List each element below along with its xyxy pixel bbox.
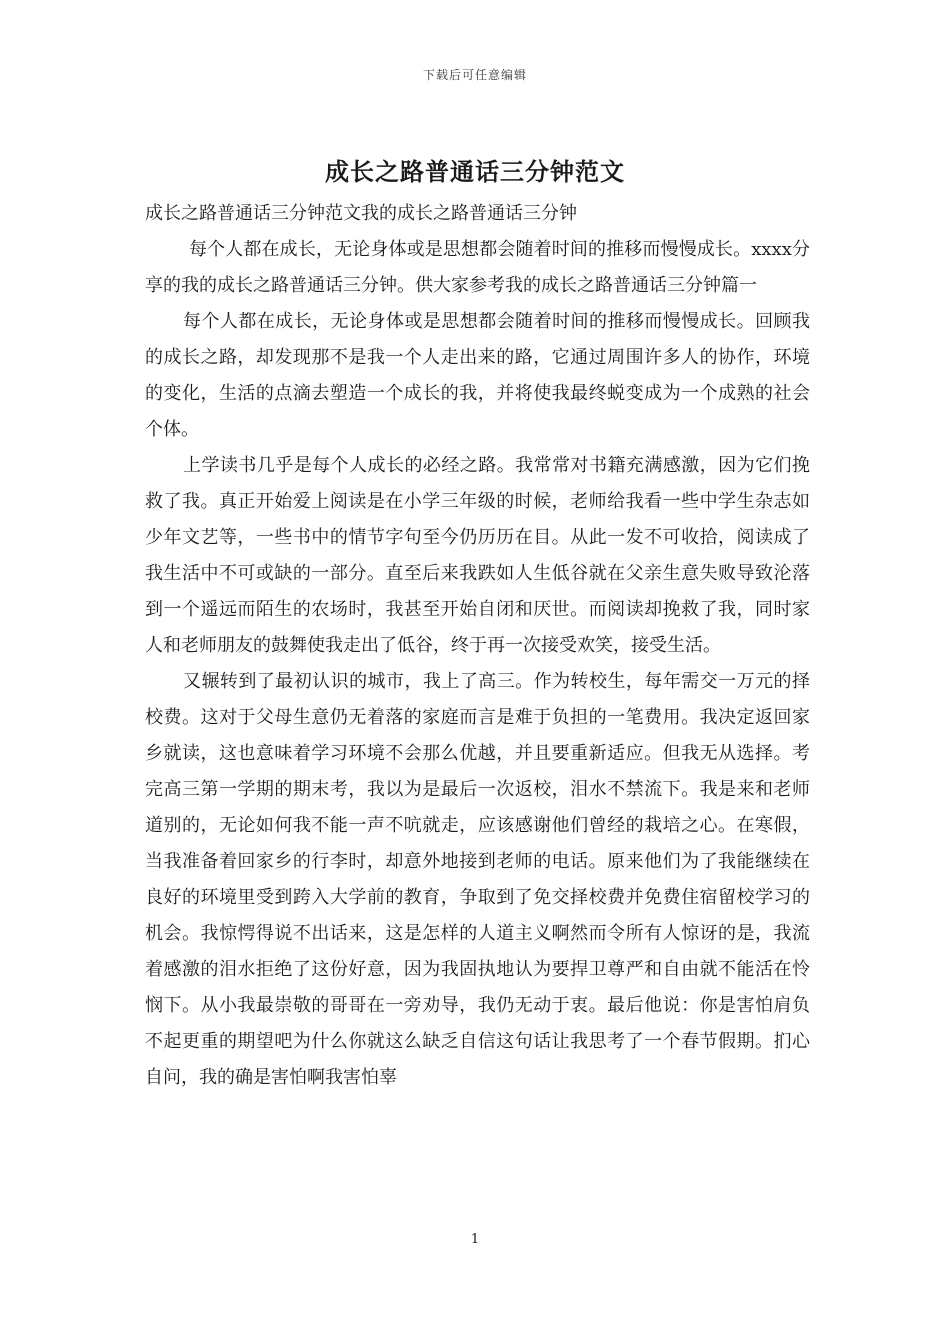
page-number: 1 [470, 1232, 480, 1247]
paragraph: 上学读书几乎是每个人成长的必经之路。我常常对书籍充满感激，因为它们挽救了我。真正开始爱上阅读是在小学三年级的时候，老师给我看一些中学生杂志如少年文艺等，一些书中的情节字句至今仍历历在目。从此一发不可收拾，阅读成了我生活中不可或缺的一部分。直至后来我跌如人生低谷就在父亲生意失败导致沦落到一个遥远而陌生的农场时，我甚至开始自闭和厌世。而阅读却挽救了我，同时家人和老师朋友的鼓舞使我走出了低谷，终于再一次接受欢笑，接受生活。 [145, 455, 810, 656]
paragraph-intro: 每个人都在成长，无论身体或是思想都会随着时间的推移而慢慢成长。xxxx分享的我的成长之路普通话三分钟。供大家参考我的成长之路普通话三分钟篇一 [145, 239, 810, 296]
document-title: 成长之路普通话三分钟范文 [325, 157, 625, 186]
paragraph: 又辗转到了最初认识的城市，我上了高三。作为转校生，每年需交一万元的择校费。这对于父母生意仍无着落的家庭而言是难于负担的一笔费用。我决定返回家乡就读，这也意味着学习环境不会那么优越，并且要重新适应。但我无从选择。考完高三第一学期的期末考，我以为是最后一次返校，泪水不禁流下。我是来和老师道别的，无论如何我不能一声不吭就走，应该感谢他们曾经的栽培之心。在寒假，当我准备着回家乡的行李时，却意外地接到老师的电话。原来他们为了我能继续在良好的环境里受到跨入大学前的教育，争取到了免交择校费并免费住宿留校学习的机会。我惊愕得说不出话来，这是怎样的人道主义啊然而令所有人惊讶的是，我流着感激的泪水拒绝了这份好意，因为我固执地认为要捍卫尊严和自由就不能活在怜悯下。从小我最崇敬的哥哥在一旁劝导，我仍无动于衷。最后他说：你是害怕肩负不起更重的期望吧为什么你就这么缺乏自信这句话让我思考了一个春节假期。扪心自问，我的确是害怕啊我害怕辜 [145, 671, 810, 1088]
paragraph: 每个人都在成长，无论身体或是思想都会随着时间的推移而慢慢成长。回顾我的成长之路，却发现那不是我一个人走出来的路，它通过周围许多人的协作，环境的变化，生活的点滴去塑造一个成长的我，并将使我最终蜕变成为一个成熟的社会个体。 [145, 311, 810, 440]
document-subtitle: 成长之路普通话三分钟范文我的成长之路普通话三分钟 [145, 203, 577, 224]
header-note: 下载后可任意编辑 [422, 68, 527, 82]
document-body [145, 232, 810, 1096]
